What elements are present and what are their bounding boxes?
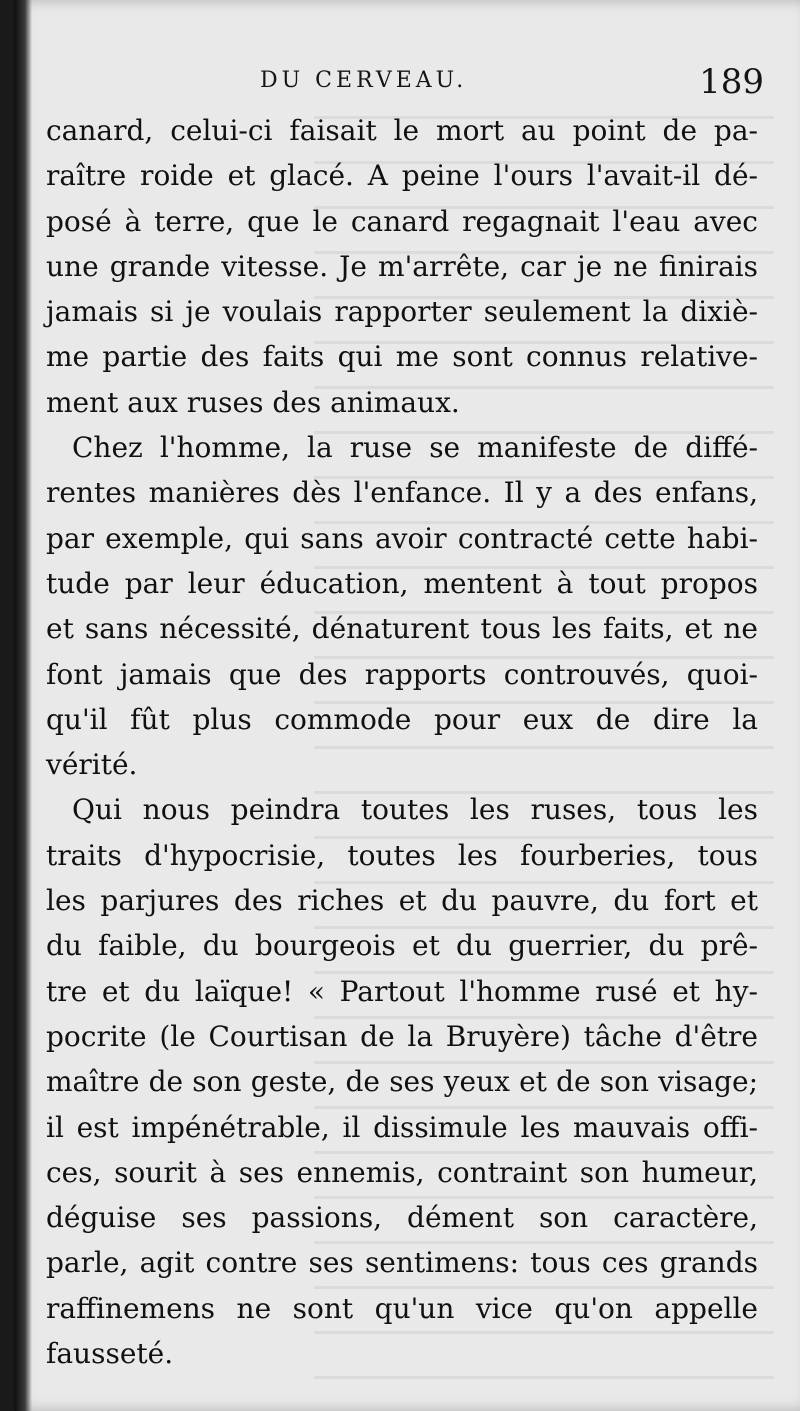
- text-line: raître roide et glacé. A peine l'ours l'avait-il dé-: [46, 159, 758, 193]
- text-line: déguise ses passions, dément son caractère,: [46, 1201, 758, 1235]
- text-line: il est impénétrable, il dissimule les mauvais offi-: [46, 1110, 758, 1144]
- text-line: ces, sourit à ses ennemis, contraint son humeur,: [46, 1155, 758, 1189]
- text-line: rentes manières dès l'enfance. Il y a des enfans,: [46, 476, 758, 510]
- text-line: canard, celui-ci faisait le mort au point de pa-: [46, 114, 758, 147]
- text-line: posé à terre, que le canard regagnait l'eau avec: [46, 204, 758, 238]
- text-line: tude par leur éducation, mentent à tout propos: [46, 566, 758, 600]
- running-title: DU CERVEAU.: [260, 68, 468, 93]
- text-line: maître de son geste, de ses yeux et de son visage;: [46, 1065, 758, 1099]
- text-line: jamais si je voulais rapporter seulement la dixiè-: [46, 295, 758, 329]
- text-line: font jamais que des rapports controuvés, quoi-: [46, 657, 758, 691]
- book-page: [14, 0, 800, 1411]
- text-line: vérité.: [46, 748, 138, 782]
- text-line: les parjures des riches et du pauvre, du fort et: [46, 884, 758, 918]
- text-line: par exemple, qui sans avoir contracté cette habi-: [46, 521, 758, 555]
- body-text: [46, 108, 758, 1376]
- text-line: ment aux ruses des animaux.: [46, 385, 460, 419]
- text-line: du faible, du bourgeois et du guerrier, du prê-: [46, 929, 758, 963]
- text-line: fausseté.: [46, 1337, 174, 1371]
- text-line: une grande vitesse. Je m'arrête, car je ne finirais: [46, 249, 758, 283]
- text-line: et sans nécessité, dénaturent tous les faits, et ne: [46, 612, 758, 646]
- text-line: parle, agit contre ses sentimens: tous ces grands: [46, 1246, 758, 1280]
- text-line: qu'il fût plus commode pour eux de dire la: [46, 702, 758, 736]
- page-header: [14, 62, 800, 102]
- text-line: pocrite (le Courtisan de la Bruyère) tâche d'être: [46, 1019, 758, 1053]
- spine-shadow: [14, 0, 32, 1411]
- text-line: Qui nous peindra toutes les ruses, tous les: [72, 793, 758, 827]
- page-number: 189: [699, 62, 764, 102]
- text-line: tre et du laïque! « Partout l'homme rusé et hy-: [46, 974, 758, 1008]
- text-line: me partie des faits qui me sont connus relative-: [46, 340, 758, 374]
- text-line: raffinemens ne sont qu'un vice qu'on appelle: [46, 1291, 758, 1325]
- text-line: Chez l'homme, la ruse se manifeste de diffé-: [72, 431, 758, 465]
- text-line: traits d'hypocrisie, toutes les fourberies, tous: [46, 838, 758, 872]
